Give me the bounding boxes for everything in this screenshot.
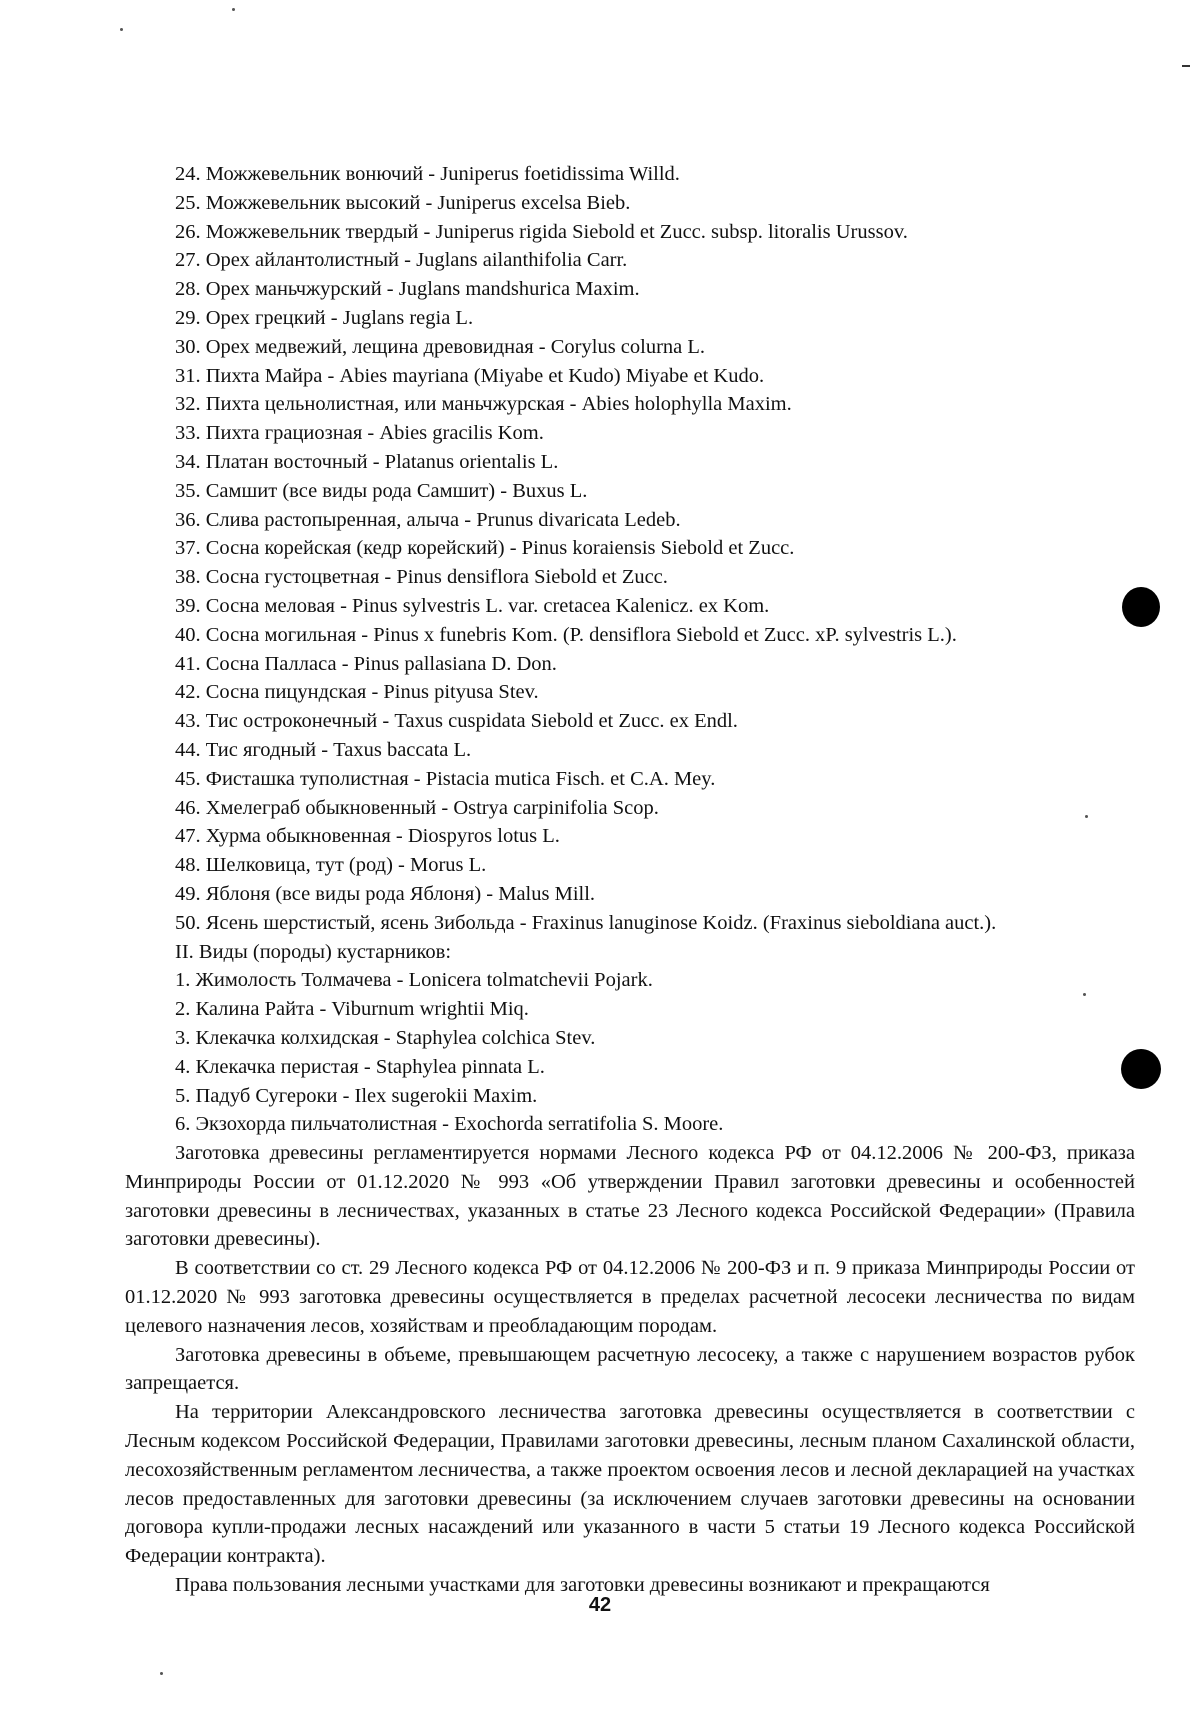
list-item: 38. Сосна густоцветная - Pinus densiflora Siebold et Zucc. <box>175 566 668 589</box>
list-item: 31. Пихта Майра - Abies mayriana (Miyabe et Kudo) Miyabe et Kudo. <box>175 364 765 387</box>
section-heading-shrubs: II. Виды (породы) кустарников: <box>175 940 452 963</box>
list-item: 5. Падуб Сугероки - Ilex sugerokii Maxim. <box>175 1084 538 1107</box>
list-item: 29. Орех грецкий - Juglans regia L. <box>175 306 474 329</box>
list-item: 44. Тис ягодный - Taxus baccata L. <box>175 738 472 761</box>
paragraph: Заготовка древесины регламентируется нормами Лесного кодекса РФ от 04.12.2006 № 200-ФЗ, приказа Минприроды России от 01.12.2020 № 993 «Об утверждении Правил заготовки древесины и особенностей заготовки древесины в лесничествах, указанных в статье 23 Лесного кодекса Российской Федерации» (Правила заготовки древесины). <box>125 1142 1135 1251</box>
list-item: 3. Клекачка колхидская - Staphylea colchica Stev. <box>175 1026 596 1049</box>
list-item: 6. Экзохорда пильчатолистная - Exochorda serratifolia S. Moore. <box>175 1113 724 1136</box>
paragraph: Заготовка древесины в объеме, превышающем расчетную лесосеку, а также с нарушением возрастов рубок запрещается. <box>125 1343 1135 1395</box>
paragraph: В соответствии со ст. 29 Лесного кодекса РФ от 04.12.2006 № 200-ФЗ и п. 9 приказа Минприроды России от 01.12.2020 № 993 заготовка древесины осуществляется в пределах расчетной лесосеки лесничества по видам целевого назначения лесов, хозяйствам и преобладающим породам. <box>125 1257 1135 1337</box>
list-item: 1. Жимолость Толмачева - Lonicera tolmatchevii Pojark. <box>175 969 653 992</box>
species-list <box>125 160 1135 1139</box>
list-item: 27. Орех айлантолистный - Juglans ailanthifolia Carr. <box>175 249 628 272</box>
list-item: 25. Можжевельник высокий - Juniperus excelsa Bieb. <box>175 191 631 214</box>
list-item: 34. Платан восточный - Platanus orientalis L. <box>175 450 559 473</box>
list-item: 37. Сосна корейская (кедр корейский) - Pinus koraiensis Siebold et Zucc. <box>175 537 795 560</box>
scan-speck <box>232 8 235 11</box>
list-item: 2. Калина Райта - Viburnum wrightii Miq. <box>175 998 529 1021</box>
list-item: 30. Орех медвежий, лещина древовидная - Corylus colurna L. <box>175 335 706 358</box>
list-item: 35. Самшит (все виды рода Самшит) - Buxus L. <box>175 479 588 502</box>
scan-speck <box>120 28 123 31</box>
list-item: 26. Можжевельник твердый - Juniperus rigida Siebold et Zucc. subsp. litoralis Urussov. <box>175 220 908 243</box>
list-item: 46. Хмелеграб обыкновенный - Ostrya carpinifolia Scop. <box>175 796 659 819</box>
list-item: 24. Можжевельник вонючий - Juniperus foetidissima Willd. <box>175 163 680 185</box>
list-item: 47. Хурма обыкновенная - Diospyros lotus L. <box>175 825 560 848</box>
list-item: 49. Яблоня (все виды рода Яблоня) - Malus Mill. <box>175 882 596 905</box>
page-number: 42 <box>588 1594 612 1616</box>
list-item: 4. Клекачка перистая - Staphylea pinnata L. <box>175 1055 545 1078</box>
scan-mark <box>1182 65 1190 67</box>
list-item: 39. Сосна меловая - Pinus sylvestris L. var. cretacea Kalenicz. ex Kom. <box>175 594 770 617</box>
list-item: 43. Тис остроконечный - Taxus cuspidata Siebold et Zucc. ex Endl. <box>175 710 738 733</box>
list-item: 42. Сосна пицундская - Pinus pityusa Stev. <box>175 681 539 704</box>
list-item: 50. Ясень шерстистый, ясень Зибольда - Fraxinus lanuginose Koidz. (Fraxinus sieboldiana auct.). <box>175 911 997 934</box>
scan-speck <box>160 1672 163 1675</box>
list-item: 28. Орех маньчжурский - Juglans mandshurica Maxim. <box>175 278 640 301</box>
list-item: 41. Сосна Палласа - Pinus pallasiana D. Don. <box>175 652 557 675</box>
list-item: 40. Сосна могильная - Pinus x funebris Kom. (P. densiflora Siebold et Zucc. xP. sylvestris L.). <box>175 623 957 646</box>
list-item: 48. Шелковица, тут (род) - Morus L. <box>175 854 487 877</box>
paragraph: Права пользования лесными участками для заготовки древесины возникают и прекращаются <box>175 1574 990 1597</box>
paragraph: На территории Александровского лесничества заготовка древесины осуществляется в соответствии с Лесным кодексом Российской Федерации, Правилами заготовки древесины, лесным планом Сахалинской области, лесохозяйственным регламентом лесничества, а также проектом освоения лесов и лесной декларацией на участках лесов предоставленных для заготовки древесины (за исключением случаев заготовки древесины на основании договора купли-продажи лесных насаждений или указанного в части 5 статьи 19 Лесного кодекса Российской Федерации контракта). <box>125 1401 1135 1568</box>
document-body <box>125 160 1135 1600</box>
list-item: 33. Пихта грациозная - Abies gracilis Kom. <box>175 422 544 445</box>
list-item: 32. Пихта цельнолистная, или маньчжурская - Abies holophylla Maxim. <box>175 393 792 416</box>
list-item: 36. Слива растопыренная, алыча - Prunus divaricata Ledeb. <box>175 508 681 531</box>
list-item: 45. Фисташка туполистная - Pistacia mutica Fisch. et C.A. Mey. <box>175 767 716 790</box>
